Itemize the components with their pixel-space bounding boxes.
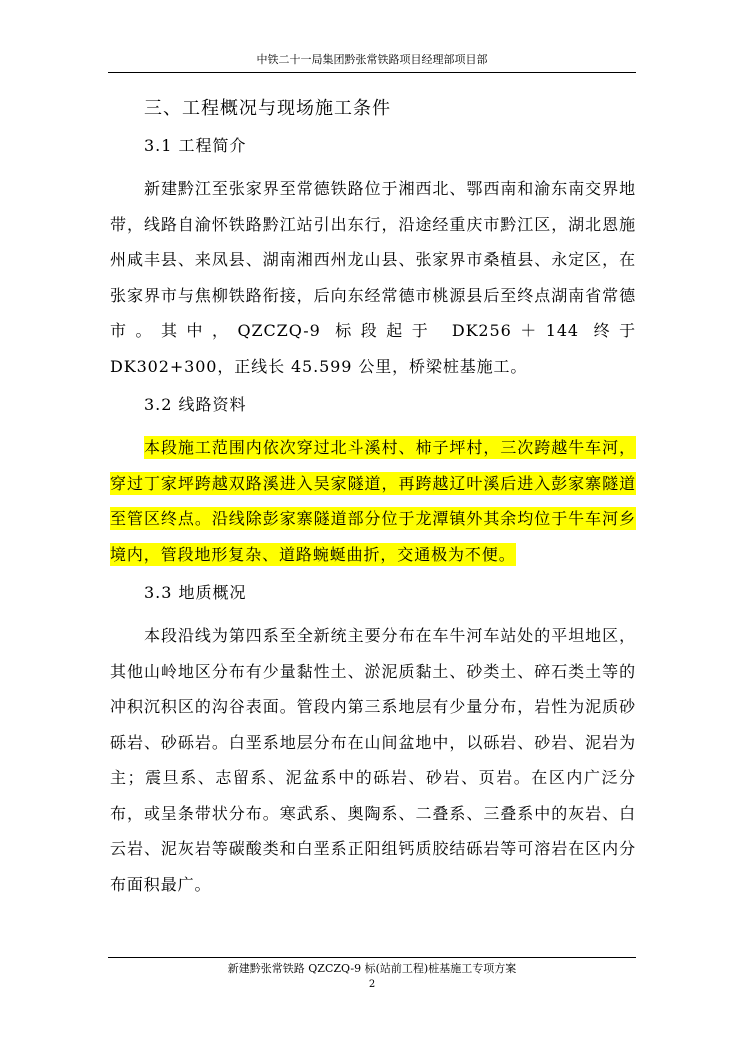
subsection-title-3-3: 3.3 地质概况 bbox=[144, 583, 247, 602]
page-number: 2 bbox=[368, 979, 376, 990]
page-header: 中铁二十一局集团黔张常铁路项目经理部项目部 bbox=[256, 53, 488, 66]
section-title: 三、工程概况与现场施工条件 bbox=[144, 98, 391, 119]
header-rule bbox=[108, 72, 636, 73]
paragraph-route-info bbox=[110, 430, 636, 572]
subsection-title-3-2: 3.2 线路资料 bbox=[144, 395, 247, 414]
paragraph-project-intro: 新建黔江至张家界至常德铁路位于湘西北、鄂西南和渝东南交界地带，线路自渝怀铁路黔江站引出东行，沿途经重庆市黔江区，湖北恩施州咸丰县、来凤县、湖南湘西州龙山县、张家界市桑植县、永定区，在张家界市与焦柳铁路衔接，后向东经常德市桃源县后至终点湖南省常德市。其中，QZCZQ-9 标段起于 DK256＋144 终于 DK302+300，正线长 45.599 公里，桥梁桩基施工。 bbox=[110, 179, 636, 376]
paragraph-geology: 本段沿线为第四系至全新统主要分布在车牛河车站处的平坦地区，其他山岭地区分布有少量黏性土、淤泥质黏土、砂类土、碎石类土等的冲积沉积区的沟谷表面。管段内第三系地层有少量分布，岩性为泥质砂砾岩、砂砾岩。白垩系地层分布在山间盆地中，以砾岩、砂岩、泥岩为主；震旦系、志留系、泥盆系中的砾岩、砂岩、页岩。在区内广泛分布，或呈条带状分布。寒武系、奥陶系、二叠系、三叠系中的灰岩、白云岩、泥灰岩等碳酸类和白垩系正阳组钙质胶结砾岩等可溶岩在区内分布面积最广。 bbox=[110, 626, 636, 894]
subsection-title-3-1: 3.1 工程简介 bbox=[144, 136, 247, 155]
footer-rule bbox=[108, 957, 636, 958]
page-body bbox=[110, 95, 636, 902]
page-footer: 新建黔张常铁路 QZCZQ-9 标(站前工程)桩基施工专项方案 bbox=[227, 962, 517, 975]
highlighted-text: 本段施工范围内依次穿过北斗溪村、柿子坪村，三次跨越牛车河，穿过丁家坪跨越双路溪进入吴家隧道，再跨越辽叶溪后进入彭家寨隧道至管区终点。沿线除彭家寨隧道部分位于龙潭镇外其余均位于牛车河乡境内，管段地形复杂、道路蜿蜒曲折，交通极为不便。 bbox=[110, 438, 636, 564]
